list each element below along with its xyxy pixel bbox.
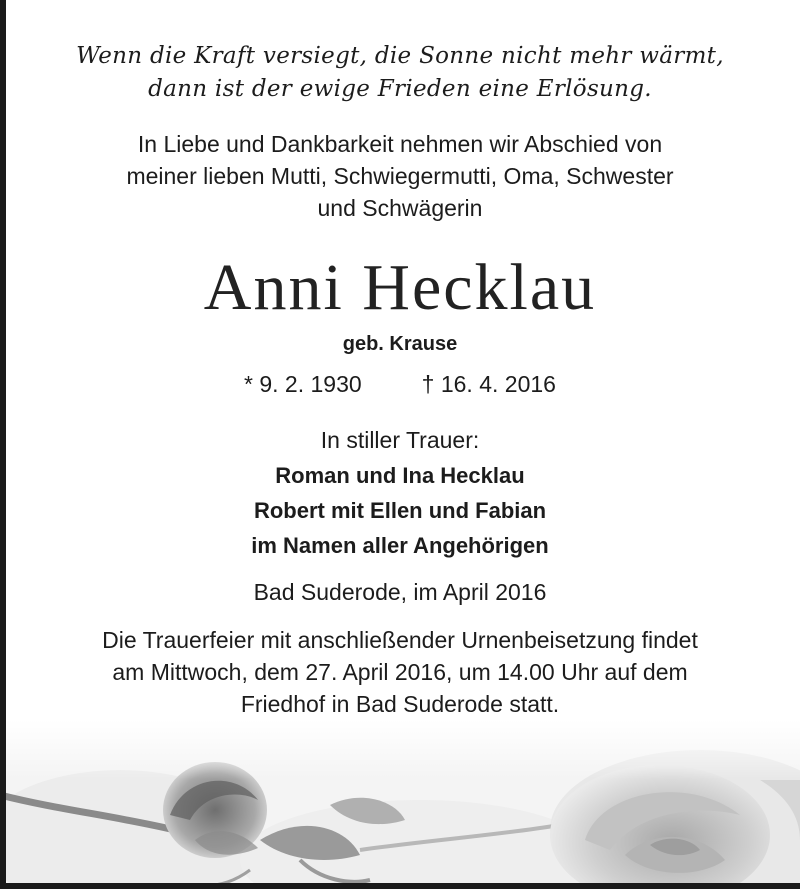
death-date: † 16. 4. 2016 [421,371,556,397]
birth-date: * 9. 2. 1930 [244,371,362,397]
roses-illustration [0,720,800,889]
life-dates [0,368,800,400]
intro-line-1: In Liebe und Dankbarkeit nehmen wir Abschied von [137,131,663,157]
mourner-name: Robert mit Ellen und Fabian [253,498,547,523]
place-and-date: Bad Suderode, im April 2016 [253,579,547,605]
memorial-verse [0,40,800,106]
mourners-label: In stiller Trauer: [320,427,480,453]
farewell-intro [0,128,800,224]
bottom-border [0,883,800,889]
service-line-2: am Mittwoch, dem 27. April 2016, um 14.00 Uhr auf dem [112,659,688,685]
intro-line-2: meiner lieben Mutti, Schwiegermutti, Oma, Schwester [126,163,674,189]
service-line-1: Die Trauerfeier mit anschließender Urnenbeisetzung findet [102,627,698,653]
service-line-3: Friedhof in Bad Suderode statt. [240,691,560,717]
left-border [0,0,6,889]
birth-name: geb. Krause [342,333,458,355]
intro-line-3: und Schwägerin [317,195,483,221]
mourner-name: im Namen aller Angehörigen [251,533,549,558]
mourner-name: Roman und Ina Hecklau [275,463,525,488]
mourners-list [0,458,800,563]
deceased-name: Anni Hecklau [203,251,597,324]
funeral-service-info [0,624,800,720]
verse-line-2: dann ist der ewige Frieden eine Erlösung. [148,76,652,102]
verse-line-1: Wenn die Kraft versiegt, die Sonne nicht mehr wärmt, [76,43,724,69]
